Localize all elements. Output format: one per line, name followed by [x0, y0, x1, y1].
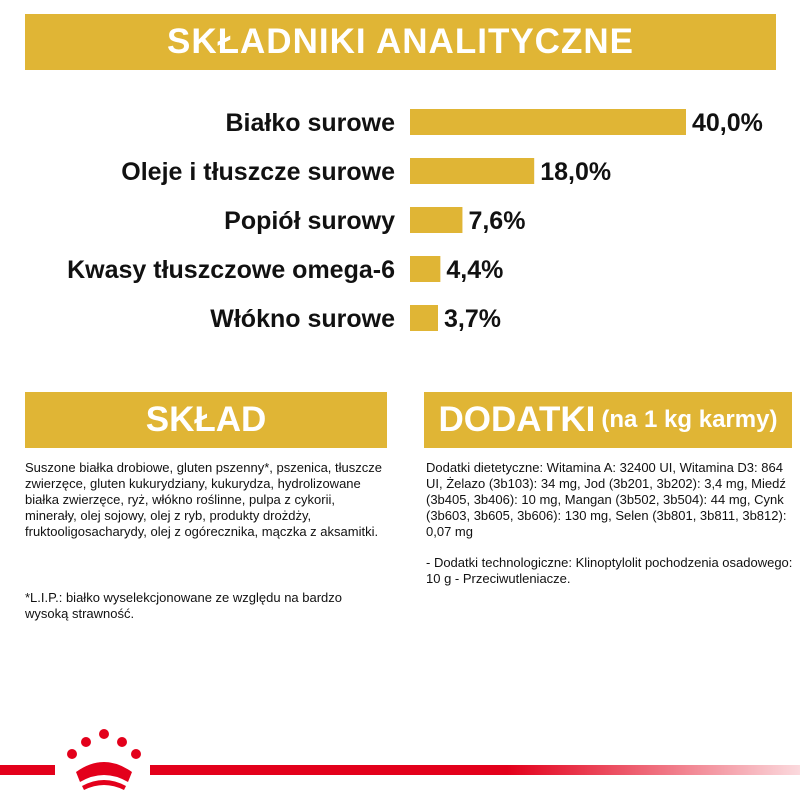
bar — [410, 109, 686, 135]
category-label: Oleje i tłuszcze surowe — [121, 158, 395, 186]
footer-red-line-right — [150, 765, 800, 775]
category-label: Białko surowe — [225, 109, 395, 137]
footer-red-line-left — [0, 765, 55, 775]
composition-footnote: *L.I.P.: białko wyselekcjonowane ze względu na bardzo wysoką strawność. — [25, 590, 343, 621]
value-label: 4,4% — [446, 256, 504, 284]
analytical-bar-chart — [0, 92, 800, 352]
composition-ingredients: Suszone białka drobiowe, gluten pszenny*, pszenica, tłuszcze zwierzęce, gluten kukurydziany, kukurydza, hydrolizowane białka zwierzęce, ryż, włókno roślinne, pulpa z cykorii, minerały, olej sojowy, olej z ryb, produkty drożdży, fruktooligosacharydy, olej z ogórecznika, mączka z aksamitki. — [25, 460, 382, 539]
analytical-components-banner — [25, 14, 776, 70]
bar — [410, 207, 462, 233]
analytical-components-title: SKŁADNIKI ANALITYCZNE — [167, 22, 634, 61]
category-label: Kwasy tłuszczowe omega-6 — [67, 256, 395, 284]
bar — [410, 305, 438, 331]
value-label: 7,6% — [468, 207, 526, 235]
additives-banner — [424, 392, 792, 448]
additives-technological: - Dodatki technologiczne: Klinoptylolit pochodzenia osadowego: 10 g - Przeciwutleniacze. — [426, 555, 793, 586]
crown-logo-icon — [62, 728, 146, 790]
value-label: 3,7% — [444, 305, 501, 333]
additives-dietary: Dodatki dietetyczne: Witamina A: 32400 UI, Witamina D3: 864 UI, Żelazo (3b103): 34 mg, Jod (3b201, 3b202): 3,4 mg, Miedź (3b405, 3b406): 10 mg, Mangan (3b502, 3b504): 44 mg, Cynk (3b603, 3b605, 3b606): 130 mg, Selen (3b801, 3b811, 3b812): 0,07 mg — [426, 460, 787, 539]
value-label: 40,0% — [692, 109, 763, 137]
bar — [410, 256, 440, 282]
additives-subtitle: (na 1 kg karmy) — [601, 406, 778, 433]
category-label: Popiół surowy — [224, 207, 395, 235]
composition-banner — [25, 392, 387, 448]
category-label: Włókno surowe — [210, 305, 395, 333]
value-label: 18,0% — [540, 158, 612, 186]
additives-title: DODATKI — [438, 400, 596, 439]
composition-title: SKŁAD — [145, 400, 267, 439]
bar — [410, 158, 534, 184]
